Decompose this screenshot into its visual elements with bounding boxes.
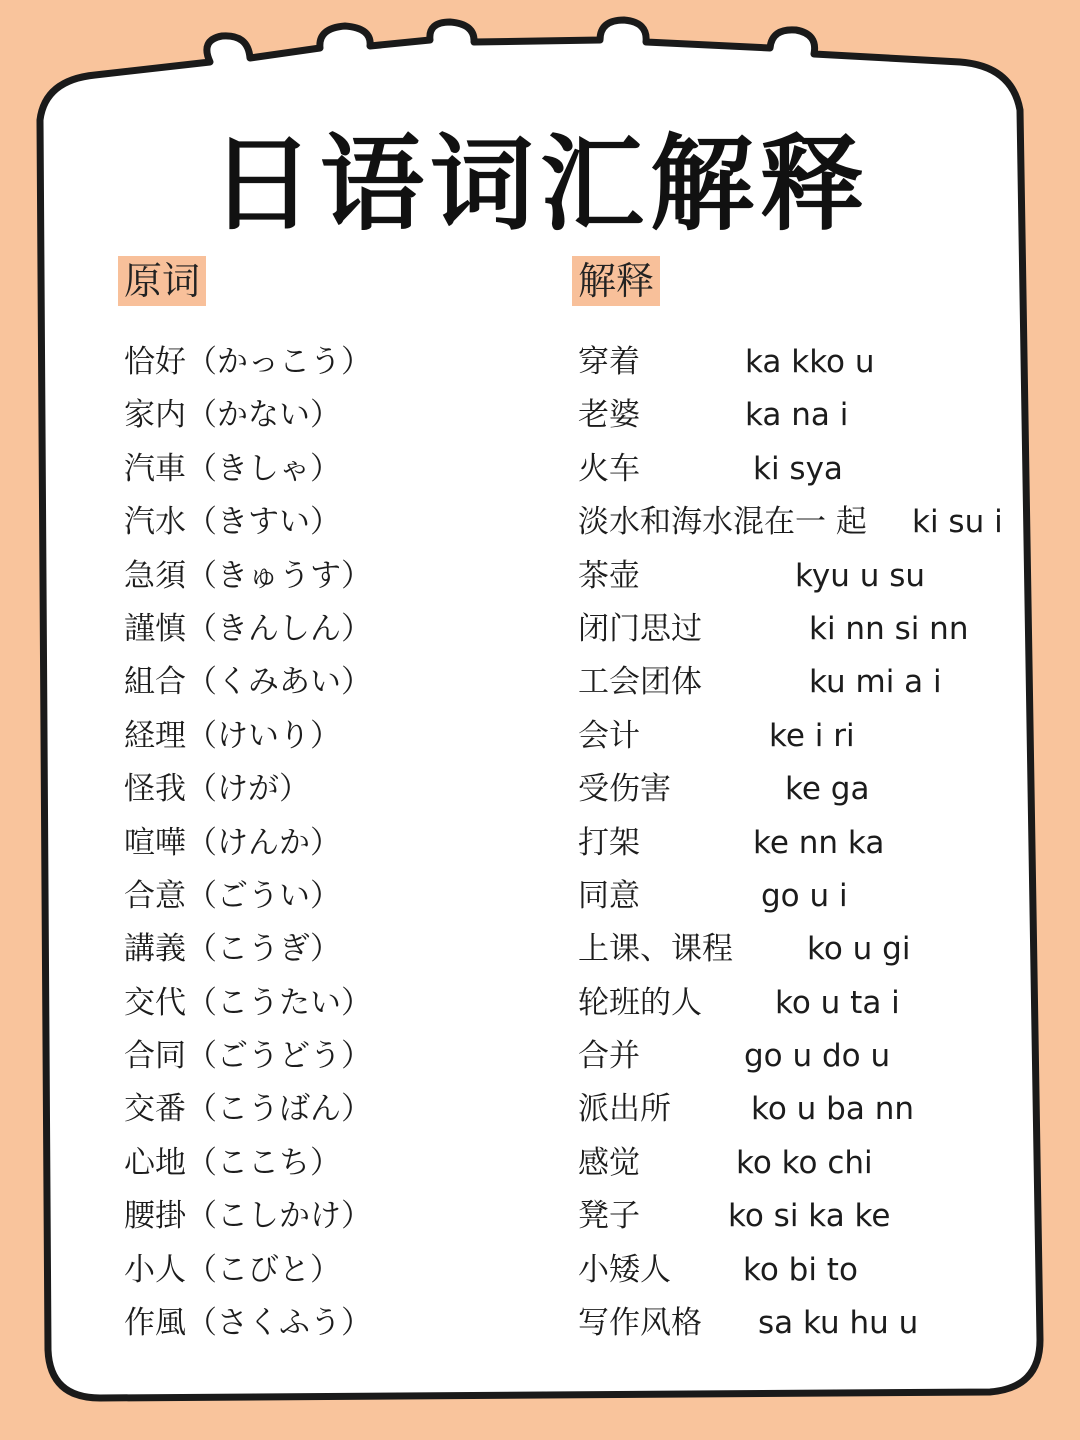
meaning-text: 打架: [578, 824, 640, 861]
explanation-item: [578, 1137, 1018, 1190]
explanation-item: [578, 1244, 1018, 1297]
explanation-item: [578, 1030, 1018, 1083]
romaji-text: ke i ri: [769, 717, 855, 754]
explanation-item: [578, 550, 1018, 603]
page-title: 日语词汇解释: [209, 123, 870, 245]
romaji-text: kyu u su: [795, 557, 925, 594]
meaning-text: 工会团体: [578, 664, 702, 701]
word-item: 組合（くみあい）: [124, 664, 372, 701]
explanation-item: [578, 603, 1018, 656]
explanation-item: [578, 336, 1018, 389]
meaning-text: 上课、课程: [578, 931, 733, 968]
word-item: 小人（こびと）: [124, 1251, 341, 1288]
word-item: 恰好（かっこう）: [124, 344, 372, 380]
meaning-text: 淡水和海水混在一 起: [578, 504, 867, 541]
romaji-text: ko bi to: [743, 1251, 858, 1288]
word-item: 経理（けいり）: [124, 717, 341, 754]
meaning-text: 受伤害: [578, 771, 671, 808]
explanation-item: [578, 710, 1018, 763]
meaning-text: 写作风格: [578, 1305, 702, 1342]
meaning-text: 凳子: [578, 1198, 640, 1235]
romaji-text: ko ko chi: [736, 1144, 873, 1181]
explanation-item: [578, 1190, 1018, 1243]
romaji-text: ka na i: [745, 397, 849, 434]
explanation-item: [578, 923, 1018, 976]
word-item: 合意（ごうい）: [124, 877, 341, 914]
romaji-text: ki nn si nn: [809, 610, 969, 647]
meaning-text: 轮班的人: [578, 984, 702, 1021]
word-item: 怪我（けが）: [124, 771, 310, 808]
romaji-text: ku mi a i: [809, 664, 942, 701]
explanation-item: [578, 1083, 1018, 1136]
romaji-text: ko u gi: [807, 931, 911, 968]
word-item: 作風（さくふう）: [124, 1305, 372, 1342]
explanation-item: [578, 1297, 1018, 1350]
word-item: 交代（こうたい）: [124, 984, 372, 1021]
meaning-text: 感觉: [578, 1144, 640, 1181]
explanation-item: [578, 389, 1018, 442]
word-item: 汽水（きすい）: [124, 504, 341, 541]
romaji-text: ki su i: [912, 504, 1003, 541]
meaning-text: 派出所: [578, 1091, 671, 1128]
romaji-text: ka kko u: [745, 344, 875, 380]
explanation-item: [578, 870, 1018, 923]
explanation-item: [578, 817, 1018, 870]
romaji-text: go u do u: [744, 1038, 891, 1075]
explanation-list: [578, 336, 1018, 1350]
explanation-item: [578, 496, 1018, 549]
word-item: 喧嘩（けんか）: [124, 824, 341, 861]
word-item: 交番（こうばん）: [124, 1091, 372, 1128]
meaning-text: 小矮人: [578, 1251, 671, 1288]
romaji-text: ki sya: [753, 450, 843, 487]
meaning-text: 老婆: [578, 397, 640, 434]
word-item: 心地（ここち）: [124, 1144, 341, 1181]
original-word-list: [124, 336, 544, 1350]
word-item: 家内（かない）: [124, 397, 341, 434]
romaji-text: sa ku hu u: [758, 1305, 919, 1342]
word-item: 汽車（きしゃ）: [124, 450, 341, 487]
word-item: 腰掛（こしかけ）: [124, 1198, 372, 1235]
meaning-text: 茶壶: [578, 557, 640, 594]
meaning-text: 火车: [578, 450, 640, 487]
meaning-text: 穿着: [578, 344, 640, 380]
meaning-text: 会计: [578, 717, 640, 754]
meaning-text: 闭门思过: [578, 610, 702, 647]
word-item: 謹慎（きんしん）: [124, 610, 372, 647]
romaji-text: go u i: [761, 877, 848, 914]
word-item: 講義（こうぎ）: [124, 931, 341, 968]
meaning-text: 同意: [578, 877, 640, 914]
romaji-text: ko u ba nn: [751, 1091, 914, 1128]
romaji-text: ke ga: [785, 771, 870, 808]
explanation-item: [578, 443, 1018, 496]
word-item: 合同（ごうどう）: [124, 1038, 372, 1075]
header-explanation: 解释: [572, 256, 660, 306]
meaning-text: 合并: [578, 1038, 640, 1075]
explanation-item: [578, 656, 1018, 709]
header-original-word: 原词: [118, 256, 206, 306]
romaji-text: ke nn ka: [753, 824, 885, 861]
explanation-item: [578, 763, 1018, 816]
word-item: 急須（きゅうす）: [124, 557, 372, 594]
romaji-text: ko si ka ke: [728, 1198, 891, 1235]
explanation-item: [578, 977, 1018, 1030]
romaji-text: ko u ta i: [775, 984, 900, 1021]
